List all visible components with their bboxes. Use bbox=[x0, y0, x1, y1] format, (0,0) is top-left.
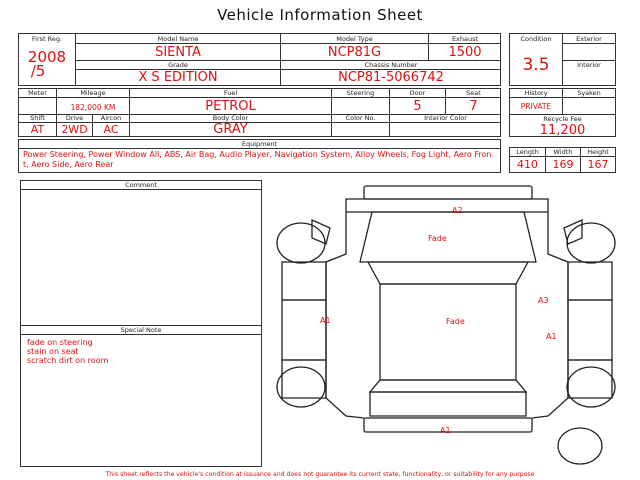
recycle-fee-label: Recycle Fee bbox=[543, 115, 582, 123]
damage-mark-right-doors: A1 bbox=[546, 332, 557, 341]
fuel-value: PETROL bbox=[205, 99, 256, 114]
history-block bbox=[509, 88, 616, 137]
shift-label: Shift bbox=[30, 114, 45, 122]
left-rear-quarter bbox=[282, 360, 326, 398]
grade-value: X S EDITION bbox=[138, 70, 218, 85]
right-front-fender bbox=[568, 262, 612, 300]
comment-label: Comment bbox=[125, 181, 157, 189]
equipment-block bbox=[18, 139, 501, 173]
condition-block bbox=[509, 33, 616, 86]
exhaust-label: Exhaust bbox=[451, 35, 479, 43]
sheet-title: Vehicle Information Sheet bbox=[217, 6, 423, 24]
model-type-value: NCP81G bbox=[327, 45, 382, 60]
damage-mark-rear: A1 bbox=[440, 426, 451, 435]
recycle-fee-value: 11,200 bbox=[539, 123, 586, 138]
special-note-item: stain on seat bbox=[27, 347, 79, 356]
special-note-item: scratch dirt on room bbox=[27, 356, 109, 365]
special-note-list bbox=[27, 338, 108, 365]
seat-label: Seat bbox=[466, 89, 481, 97]
chassis-number-label: Chassis Number bbox=[364, 61, 418, 69]
length-value: 410 bbox=[517, 158, 538, 171]
comment-panel bbox=[20, 180, 262, 326]
condition-label: Condition bbox=[520, 35, 552, 43]
condition-value: 3.5 bbox=[522, 55, 550, 75]
damage-mark-hood: Fade bbox=[428, 234, 447, 243]
left-body-line bbox=[326, 212, 364, 418]
width-label: Width bbox=[553, 148, 573, 156]
right-body-line bbox=[532, 212, 568, 418]
interior-color-label: Interior Color bbox=[424, 114, 467, 122]
mileage-label: Mileage bbox=[80, 89, 106, 97]
door-value: 5 bbox=[413, 99, 422, 114]
front-panel bbox=[346, 199, 548, 212]
steering-label: Steering bbox=[346, 89, 375, 97]
damage-mark-right-front: A3 bbox=[538, 296, 549, 305]
registration-block bbox=[18, 33, 501, 86]
interior-label: Interior bbox=[577, 61, 601, 69]
history-value: PRIVATE bbox=[520, 102, 552, 111]
special-note-item: fade on steering bbox=[27, 338, 93, 347]
exhaust-value: 1500 bbox=[448, 45, 482, 60]
first-reg-month: /5 bbox=[30, 62, 46, 80]
damage-mark-front: A2 bbox=[452, 206, 463, 215]
door-label: Door bbox=[409, 89, 426, 97]
drive-value: 2WD bbox=[61, 123, 88, 136]
dimensions-block bbox=[509, 147, 616, 173]
rear-window bbox=[370, 380, 526, 392]
color-no-label: Color No. bbox=[345, 114, 376, 122]
chassis-number-value: NCP81-5066742 bbox=[338, 70, 444, 85]
mileage-value: 182,000 KM bbox=[70, 103, 116, 112]
first-reg-year: 2008 bbox=[27, 48, 67, 66]
height-label: Height bbox=[587, 148, 609, 156]
body-color-value: GRAY bbox=[213, 122, 248, 137]
model-name-label: Model Name bbox=[157, 35, 199, 43]
shift-value: AT bbox=[30, 123, 45, 136]
front-bumper bbox=[364, 186, 532, 199]
equipment-label: Equipment bbox=[241, 140, 278, 148]
spare-tire bbox=[558, 428, 602, 464]
width-value: 169 bbox=[552, 158, 574, 171]
syaken-label: Syaken bbox=[577, 89, 601, 97]
rear-gate bbox=[370, 392, 526, 416]
body-color-label: Body Color bbox=[212, 114, 249, 122]
disclaimer-footer: This sheet reflects the vehicle's condition at issuance and does not guarantee its current state, functionality, or suitability for any purpose bbox=[105, 471, 535, 478]
grade-label: Grade bbox=[168, 61, 188, 69]
seat-value: 7 bbox=[469, 99, 478, 114]
model-name-value: SIENTA bbox=[155, 45, 201, 60]
special-note-label: Special Note bbox=[120, 326, 162, 334]
aircon-value: AC bbox=[103, 123, 119, 136]
first-reg-cell bbox=[19, 34, 76, 86]
aircon-label: Aircon bbox=[100, 114, 122, 122]
length-label: Length bbox=[516, 148, 539, 156]
left-doors bbox=[282, 300, 326, 360]
exterior-label: Exterior bbox=[576, 35, 602, 43]
meter-label: Meter bbox=[28, 89, 47, 97]
specs-block bbox=[18, 88, 501, 137]
windshield bbox=[368, 262, 528, 284]
right-doors bbox=[568, 300, 612, 360]
equipment-text: Power Steering, Power Window All, ABS, Air Bag, Audio Player, Navigation System, Alloy Wheels, Fog Light, Aero Front, Aero Side, Aero Rear bbox=[23, 150, 492, 169]
hood bbox=[360, 212, 536, 262]
damage-mark-left-doors: A1 bbox=[320, 316, 331, 325]
height-value: 167 bbox=[587, 158, 609, 171]
front-right-tire bbox=[567, 223, 615, 263]
left-front-fender bbox=[282, 262, 326, 300]
fuel-label: Fuel bbox=[223, 89, 238, 97]
roof bbox=[380, 284, 516, 380]
right-rear-quarter bbox=[568, 360, 612, 398]
rear-right-tire bbox=[567, 367, 615, 407]
first-reg-label: First Reg. bbox=[31, 35, 63, 43]
rear-left-tire bbox=[277, 367, 325, 407]
damage-mark-roof: Fade bbox=[446, 317, 465, 326]
model-type-label: Model Type bbox=[336, 35, 373, 43]
history-label: History bbox=[524, 89, 548, 97]
special-note-panel bbox=[20, 325, 262, 467]
front-left-tire bbox=[277, 223, 325, 263]
drive-label: Drive bbox=[65, 114, 84, 122]
